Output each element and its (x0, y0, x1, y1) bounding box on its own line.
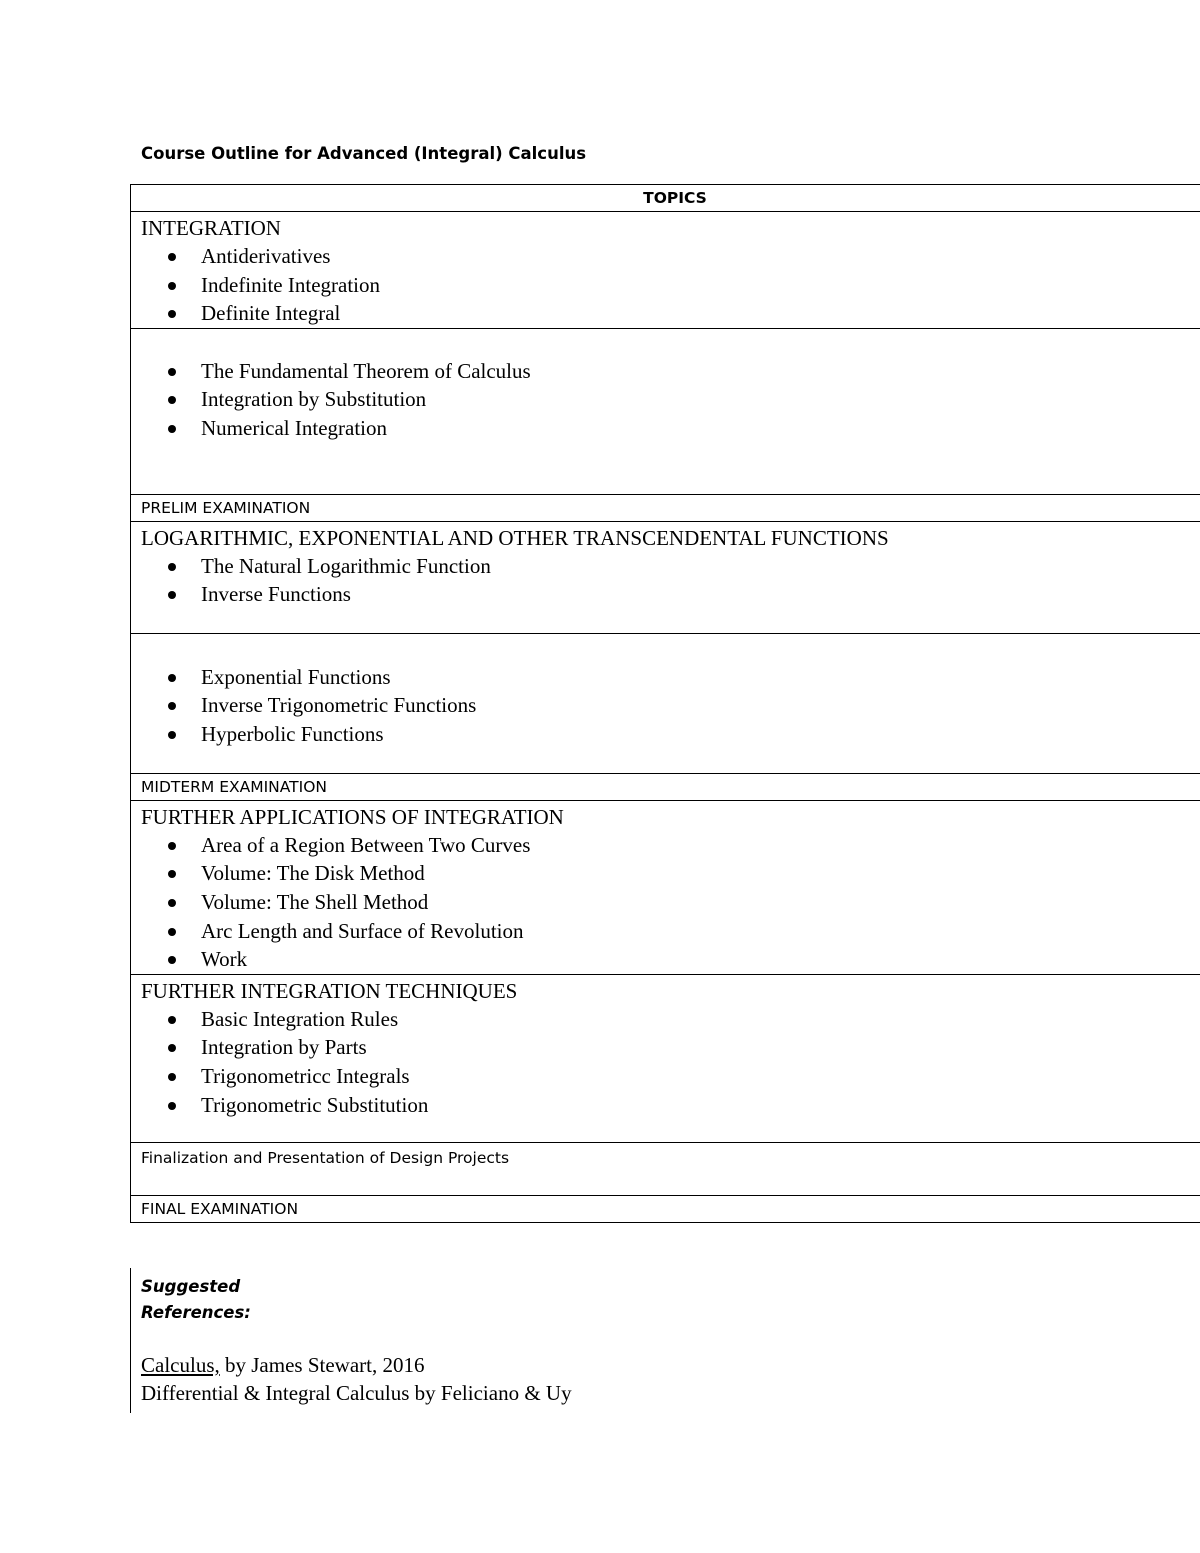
section-heading: FURTHER APPLICATIONS OF INTEGRATION (141, 804, 564, 829)
table-row (131, 521, 1200, 633)
section-heading: INTEGRATION (141, 216, 281, 240)
table-row (131, 974, 1200, 1142)
list-item: Inverse Functions (131, 580, 1200, 609)
exam-cell-midterm (131, 773, 1200, 800)
bullet-icon (168, 899, 176, 907)
topic-list (131, 831, 1200, 974)
list-item: Numerical Integration (131, 414, 1200, 443)
list-item: Hyperbolic Functions (131, 720, 1200, 749)
topics-header: TOPICS (131, 185, 1200, 212)
bullet-icon (168, 253, 176, 261)
table-row (131, 1142, 1200, 1195)
bullet-icon (168, 702, 176, 710)
list-item: Definite Integral (131, 299, 1200, 328)
section-heading: FURTHER INTEGRATION TECHNIQUES (141, 978, 518, 1003)
table-row (131, 328, 1200, 494)
table-row (131, 212, 1200, 329)
table-row (131, 633, 1200, 773)
topic-list (131, 663, 1200, 749)
topic-list (131, 1005, 1200, 1119)
reference-book-title: Calculus, (141, 1353, 220, 1377)
list-item: Indefinite Integration (131, 271, 1200, 300)
section-heading: LOGARITHMIC, EXPONENTIAL AND OTHER TRANSCENDENTAL FUNCTIONS (141, 525, 889, 550)
course-outline-table (130, 184, 1200, 1223)
table-row (131, 494, 1200, 521)
bullet-icon (168, 310, 176, 318)
exam-cell-final (131, 1195, 1200, 1222)
bullet-icon (168, 396, 176, 404)
design-projects-cell (131, 1142, 1200, 1195)
list-item: Integration by Substitution (131, 385, 1200, 414)
bullet-icon (168, 368, 176, 376)
exam-label: PRELIM EXAMINATION (141, 498, 311, 517)
list-item: Inverse Trigonometric Functions (131, 691, 1200, 720)
list-item: Integration by Parts (131, 1033, 1200, 1062)
list-item: Trigonometric Substitution (131, 1091, 1200, 1120)
topic-cell-integration (131, 212, 1200, 329)
topic-cell-techniques (131, 974, 1200, 1142)
topic-cell-transcendental-continued (131, 633, 1200, 773)
list-item: Arc Length and Surface of Revolution (131, 917, 1200, 946)
reference-entry (141, 1379, 572, 1407)
design-projects-label: Finalization and Presentation of Design Projects (141, 1148, 510, 1167)
bullet-icon (168, 1044, 176, 1052)
bullet-icon (168, 870, 176, 878)
reference-details: Differential & Integral Calculus by Feliciano & Uy (141, 1381, 572, 1405)
topic-cell-applications (131, 800, 1200, 974)
bullet-icon (168, 731, 176, 739)
list-item: Volume: The Disk Method (131, 859, 1200, 888)
list-item: Exponential Functions (131, 663, 1200, 692)
topic-cell-integration-continued (131, 328, 1200, 494)
bullet-icon (168, 674, 176, 682)
list-item: Work (131, 945, 1200, 974)
table-row (131, 773, 1200, 800)
list-item: The Fundamental Theorem of Calculus (131, 357, 1200, 386)
topic-cell-transcendental (131, 521, 1200, 633)
bullet-icon (168, 591, 176, 599)
bullet-icon (168, 282, 176, 290)
reference-details: by James Stewart, 2016 (219, 1353, 425, 1377)
exam-label: MIDTERM EXAMINATION (141, 777, 327, 796)
bullet-icon (168, 1016, 176, 1024)
topic-list (131, 242, 1200, 328)
reference-entry (141, 1351, 424, 1379)
references-heading: Suggested References: (141, 1277, 251, 1322)
bullet-icon (168, 842, 176, 850)
list-item: Trigonometricc Integrals (131, 1062, 1200, 1091)
list-item: Area of a Region Between Two Curves (131, 831, 1200, 860)
bullet-icon (168, 928, 176, 936)
bullet-icon (168, 1073, 176, 1081)
list-item: The Natural Logarithmic Function (131, 552, 1200, 581)
document-title: Course Outline for Advanced (Integral) Calculus (141, 144, 587, 163)
bullet-icon (168, 1102, 176, 1110)
table-row (131, 1195, 1200, 1222)
topic-list (131, 552, 1200, 609)
topic-list (131, 357, 1200, 443)
bullet-icon (168, 956, 176, 964)
table-header-row (131, 185, 1200, 212)
list-item: Volume: The Shell Method (131, 888, 1200, 917)
list-item: Basic Integration Rules (131, 1005, 1200, 1034)
exam-label: FINAL EXAMINATION (141, 1199, 299, 1218)
exam-cell-prelim (131, 494, 1200, 521)
list-item: Antiderivatives (131, 242, 1200, 271)
table-row (131, 800, 1200, 974)
bullet-icon (168, 425, 176, 433)
references-bar (130, 1268, 131, 1413)
bullet-icon (168, 563, 176, 571)
